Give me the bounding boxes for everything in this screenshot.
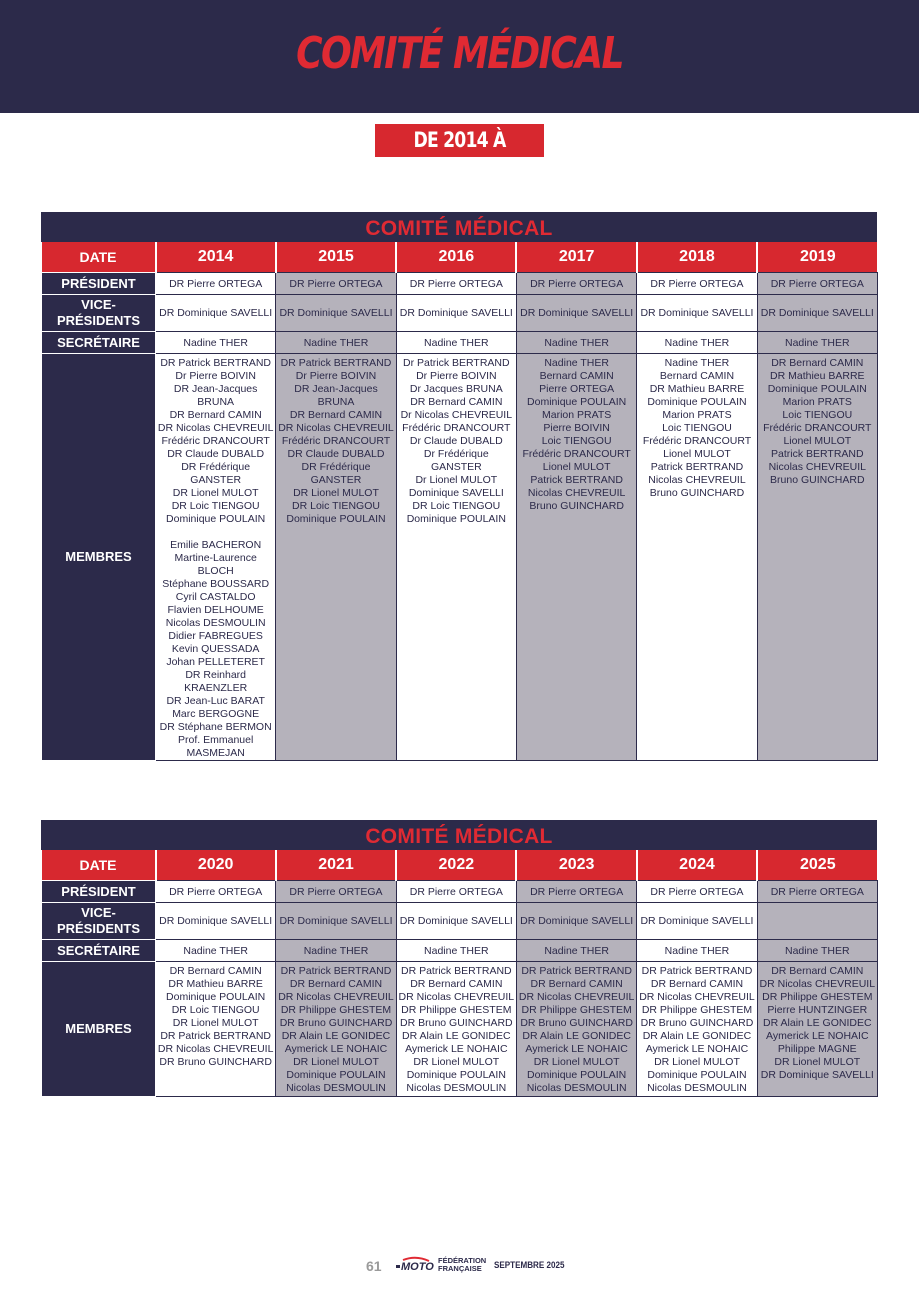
member-name: DR Bernard CAMIN — [169, 965, 262, 977]
member-name: DR Patrick BERTRAND — [280, 357, 392, 369]
member-name: DR Jean-Luc BARAT — [166, 695, 265, 707]
vice-cell: DR Dominique SAVELLI — [637, 295, 757, 332]
member-name: DR Philippe GHESTEM — [401, 1004, 512, 1016]
year-header: 2023 — [516, 850, 636, 881]
member-name: Aymerick LE NOHAIC — [766, 1030, 869, 1042]
member-name: DR Claude DUBALD — [167, 448, 265, 460]
member-name: DR Lionel MULOT — [654, 1056, 740, 1068]
member-name: Patrick BERTRAND — [771, 448, 864, 460]
president-label: PRÉSIDENT — [42, 273, 156, 295]
member-name: GANSTER — [430, 461, 482, 473]
member-name: Aymerick LE NOHAIC — [525, 1043, 628, 1055]
member-name: Flavien DELHOUME — [167, 604, 264, 616]
member-name: Bernard CAMIN — [659, 370, 735, 382]
vice-label-line2: PRÉSIDENTS — [56, 313, 141, 328]
member-name: DR Lionel MULOT — [293, 1056, 379, 1068]
vice-presidents-label — [42, 295, 156, 332]
member-name: DR Bernard CAMIN — [410, 978, 503, 990]
member-name: Nadine THER — [544, 357, 609, 369]
date-header: DATE — [42, 242, 156, 273]
member-name: DR Lionel MULOT — [413, 1056, 500, 1068]
president-cell: DR Pierre ORTEGA — [396, 273, 516, 295]
member-name: DR Bruno GUINCHARD — [400, 1017, 513, 1029]
member-name: Loic TIENGOU — [541, 435, 612, 447]
member-name: DR Lionel MULOT — [533, 1056, 620, 1068]
member-name: Dr Patrick BERTRAND — [403, 357, 510, 369]
year-header: 2025 — [757, 850, 877, 881]
member-name: Frédéric DRANCOURT — [161, 435, 270, 447]
member-name: DR Bernard CAMIN — [289, 409, 383, 421]
member-name: Dr Nicolas CHEVREUIL — [400, 409, 513, 421]
member-name: Marion PRATS — [662, 409, 732, 421]
member-name: Nicolas CHEVREUIL — [648, 474, 746, 486]
members-cell — [396, 962, 516, 1097]
secretary-label: SECRÉTAIRE — [42, 940, 156, 962]
member-name: Dr Pierre BOIVIN — [416, 370, 497, 382]
federation-logo-text — [438, 1257, 486, 1273]
member-name: Lionel MULOT — [783, 435, 852, 447]
member-name: DR Stéphane BERMON — [159, 721, 272, 733]
member-name: Dominique POULAIN — [166, 991, 266, 1003]
member-name: Prof. Emmanuel — [178, 734, 254, 746]
logo-word: MOTO — [401, 1261, 434, 1273]
vice-cell: DR Dominique SAVELLI — [516, 295, 636, 332]
president-cell: DR Pierre ORTEGA — [516, 273, 636, 295]
vice-label-line1: VICE- — [81, 905, 116, 920]
member-name: DR Bernard CAMIN — [771, 965, 864, 977]
president-cell: DR Pierre ORTEGA — [757, 273, 877, 295]
header-banner — [0, 0, 919, 113]
member-name: Pierre BOIVIN — [543, 422, 610, 434]
period-badge — [375, 124, 544, 185]
member-name: GANSTER — [190, 474, 242, 486]
member-name: Bruno GUINCHARD — [529, 500, 624, 512]
member-name: Dominique POULAIN — [767, 383, 867, 395]
member-name: BRUNA — [197, 396, 235, 408]
member-name: Cyril CASTALDO — [175, 591, 256, 603]
president-cell: DR Pierre ORTEGA — [516, 881, 636, 903]
president-cell: DR Pierre ORTEGA — [156, 881, 276, 903]
member-name: Dominique POULAIN — [286, 513, 386, 525]
member-name: DR Philippe GHESTEM — [641, 1004, 753, 1016]
member-name: Stéphane BOUSSARD — [162, 578, 270, 590]
member-name: Pierre HUNTZINGER — [767, 1004, 868, 1016]
member-name: Martine-Laurence — [174, 552, 257, 564]
members-list — [397, 357, 516, 526]
member-name: Nicolas DESMOULIN — [286, 1082, 386, 1094]
vice-presidents-label — [42, 903, 156, 940]
member-name: Dominique POULAIN — [647, 1069, 747, 1081]
member-name: Dr Claude DUBALD — [409, 435, 503, 447]
member-name: DR Patrick BERTRAND — [400, 965, 512, 977]
president-label: PRÉSIDENT — [42, 881, 156, 903]
year-header: 2014 — [156, 242, 276, 273]
secretary-cell: Nadine THER — [637, 332, 757, 354]
member-name: DR Jean-Jacques — [173, 383, 258, 395]
date-header: DATE — [42, 850, 156, 881]
member-name: Lionel MULOT — [663, 448, 731, 460]
members-list — [637, 965, 756, 1095]
member-name: DR Alain LE GONIDEC — [642, 1030, 752, 1042]
member-name: Frédéric DRANCOURT — [642, 435, 752, 447]
member-name: DR Mathieu BARRE — [770, 370, 865, 382]
member-name: DR Nicolas CHEVREUIL — [639, 991, 755, 1003]
president-cell: DR Pierre ORTEGA — [396, 881, 516, 903]
member-name: Emilie BACHERON — [170, 539, 262, 551]
table-title: COMITÉ MÉDICAL — [41, 212, 877, 242]
secretary-cell: Nadine THER — [516, 332, 636, 354]
secretary-cell: Nadine THER — [156, 332, 276, 354]
president-cell: DR Pierre ORTEGA — [757, 881, 877, 903]
secretary-cell: Nadine THER — [276, 332, 396, 354]
committee-table-2020-2025 — [41, 820, 877, 1097]
members-list — [276, 965, 395, 1095]
members-cell — [276, 354, 396, 761]
members-label: MEMBRES — [42, 354, 156, 761]
period-label: DE 2014 À 2025 — [413, 128, 506, 185]
member-name: Nicolas DESMOULIN — [165, 617, 266, 629]
member-name: DR Patrick BERTRAND — [280, 965, 392, 977]
president-cell: DR Pierre ORTEGA — [637, 881, 757, 903]
member-name: Dr Jacques BRUNA — [409, 383, 503, 395]
members-cell — [757, 962, 877, 1097]
vice-cell: DR Dominique SAVELLI — [396, 295, 516, 332]
member-name: DR Bruno GUINCHARD — [279, 1017, 393, 1029]
member-name: DR Bernard CAMIN — [650, 978, 744, 990]
member-name: MASMEJAN — [186, 747, 245, 759]
members-list — [397, 965, 516, 1095]
member-name: Dominique SAVELLI — [408, 487, 504, 499]
member-name: Aymerick LE NOHAIC — [405, 1043, 508, 1055]
member-name: DR Bernard CAMIN — [530, 978, 623, 990]
issue-date: SEPTEMBRE 2025 — [494, 1260, 565, 1271]
member-name: Dominique POULAIN — [647, 396, 747, 408]
member-name: KRAENZLER — [184, 682, 248, 694]
member-name: Dr Frédérique — [423, 448, 489, 460]
member-name: DR Nicolas CHEVREUIL — [518, 991, 635, 1003]
member-name: DR Bernard CAMIN — [289, 978, 383, 990]
vice-label-line2: PRÉSIDENTS — [56, 921, 141, 936]
member-name: Pierre ORTEGA — [539, 383, 615, 395]
members-list — [517, 965, 636, 1095]
secretary-label: SECRÉTAIRE — [42, 332, 156, 354]
member-name: Frédéric DRANCOURT — [281, 435, 391, 447]
member-name: Bruno GUINCHARD — [649, 487, 745, 499]
table-title: COMITÉ MÉDICAL — [41, 820, 877, 850]
member-name: DR Lionel MULOT — [774, 1056, 861, 1068]
member-name: DR Nicolas CHEVREUIL — [278, 991, 394, 1003]
member-name: DR Lionel MULOT — [172, 1017, 259, 1029]
members-list — [758, 965, 877, 1082]
logo-line2: FRANÇAISE — [438, 1264, 482, 1273]
year-header: 2015 — [276, 242, 396, 273]
member-name: DR Nicolas CHEVREUIL — [157, 1043, 274, 1055]
member-name: DR Nicolas CHEVREUIL — [157, 422, 274, 434]
member-name: Dominique POULAIN — [166, 513, 266, 525]
year-header: 2019 — [757, 242, 877, 273]
president-cell: DR Pierre ORTEGA — [276, 881, 396, 903]
member-name: Philippe MAGNE — [777, 1043, 857, 1055]
member-name: Nadine THER — [664, 357, 730, 369]
member-name: Marc BERGOGNE — [172, 708, 260, 720]
member-name: DR Loic TIENGOU — [292, 500, 380, 512]
member-name: DR Mathieu BARRE — [649, 383, 745, 395]
vice-cell: DR Dominique SAVELLI — [757, 295, 877, 332]
member-name: DR Loic TIENGOU — [171, 1004, 260, 1016]
member-name: DR Alain LE GONIDEC — [402, 1030, 511, 1042]
secretary-cell: Nadine THER — [516, 940, 636, 962]
member-name: DR Philippe GHESTEM — [521, 1004, 632, 1016]
member-name: Frédéric DRANCOURT — [402, 422, 511, 434]
member-name: DR Bruno GUINCHARD — [159, 1056, 272, 1068]
member-name: Frédéric DRANCOURT — [522, 448, 631, 460]
secretary-cell: Nadine THER — [757, 332, 877, 354]
member-name: Dominique POULAIN — [527, 1069, 627, 1081]
member-name: DR Frédérique — [181, 461, 251, 473]
year-header: 2024 — [637, 850, 757, 881]
members-cell — [637, 962, 757, 1097]
member-name: DR Mathieu BARRE — [168, 978, 263, 990]
secretary-cell: Nadine THER — [276, 940, 396, 962]
secretary-cell: Nadine THER — [396, 940, 516, 962]
members-cell — [757, 354, 877, 761]
member-name: DR Patrick BERTRAND — [641, 965, 753, 977]
members-cell — [276, 962, 396, 1097]
year-header: 2022 — [396, 850, 516, 881]
vice-cell: DR Dominique SAVELLI — [156, 295, 276, 332]
member-name: Aymerick LE NOHAIC — [284, 1043, 388, 1055]
member-name: Dominique POULAIN — [406, 513, 506, 525]
page-title: COMITÉ MÉDICAL — [296, 28, 623, 79]
members-cell — [156, 962, 276, 1097]
member-name: Johan PELLETERET — [166, 656, 265, 668]
member-name: DR Lionel MULOT — [172, 487, 259, 499]
logo-line1: FÉDÉRATION — [438, 1256, 487, 1265]
member-name: GANSTER — [310, 474, 362, 486]
members-list — [758, 357, 877, 487]
member-name: Dominique POULAIN — [527, 396, 627, 408]
member-name: Frédéric DRANCOURT — [763, 422, 872, 434]
president-cell: DR Pierre ORTEGA — [156, 273, 276, 295]
member-name: DR Bernard CAMIN — [410, 396, 503, 408]
member-name: Patrick BERTRAND — [650, 461, 744, 473]
members-list — [276, 357, 395, 526]
member-name: DR Philippe GHESTEM — [280, 1004, 392, 1016]
vice-label-line1: VICE- — [81, 297, 116, 312]
members-cell — [156, 354, 276, 761]
member-name: Dr Pierre BOIVIN — [175, 370, 256, 382]
member-name: DR Bernard CAMIN — [169, 409, 262, 421]
member-name: DR Patrick BERTRAND — [160, 1030, 271, 1042]
member-name: Bruno GUINCHARD — [770, 474, 865, 486]
member-name: Dr Pierre BOIVIN — [295, 370, 377, 382]
member-name: DR Alain LE GONIDEC — [763, 1017, 872, 1029]
members-list — [517, 357, 636, 513]
members-cell — [396, 354, 516, 761]
member-name: DR Patrick BERTRAND — [521, 965, 632, 977]
year-header: 2020 — [156, 850, 276, 881]
member-name: Marion PRATS — [542, 409, 612, 421]
member-name: Dominique POULAIN — [406, 1069, 506, 1081]
member-name: Aymerick LE NOHAIC — [645, 1043, 749, 1055]
president-cell: DR Pierre ORTEGA — [276, 273, 396, 295]
secretary-cell: Nadine THER — [396, 332, 516, 354]
member-name: Lionel MULOT — [542, 461, 611, 473]
year-header: 2017 — [516, 242, 636, 273]
secretary-cell: Nadine THER — [156, 940, 276, 962]
member-name: Nicolas DESMOULIN — [647, 1082, 747, 1094]
member-name: BLOCH — [197, 565, 234, 577]
members-label: MEMBRES — [42, 962, 156, 1097]
member-name: DR Nicolas CHEVREUIL — [398, 991, 515, 1003]
member-name — [156, 526, 275, 539]
vice-cell: DR Dominique SAVELLI — [516, 903, 636, 940]
president-cell: DR Pierre ORTEGA — [637, 273, 757, 295]
member-name: DR Nicolas CHEVREUIL — [278, 422, 394, 434]
member-name: Nicolas DESMOULIN — [526, 1082, 627, 1094]
members-cell — [516, 962, 636, 1097]
member-name: Marion PRATS — [782, 396, 852, 408]
member-name: DR Reinhard — [185, 669, 247, 681]
committee-table-2014-2019 — [41, 212, 877, 761]
vice-cell: DR Dominique SAVELLI — [276, 295, 396, 332]
members-list — [156, 965, 275, 1069]
member-name: DR Alain LE GONIDEC — [522, 1030, 631, 1042]
member-name: Loic TIENGOU — [782, 409, 853, 421]
member-name: DR Claude DUBALD — [287, 448, 385, 460]
member-name: Loic TIENGOU — [662, 422, 732, 434]
members-list — [156, 357, 275, 760]
page-footer — [0, 1256, 919, 1276]
moto-logo-icon — [396, 1256, 434, 1274]
members-cell — [637, 354, 757, 761]
member-name: DR Bruno GUINCHARD — [520, 1017, 633, 1029]
member-name: Nicolas CHEVREUIL — [527, 487, 626, 499]
member-name: DR Loic TIENGOU — [171, 500, 260, 512]
member-name: DR Alain LE GONIDEC — [281, 1030, 391, 1042]
member-name: DR Frédérique — [301, 461, 371, 473]
member-name: Nicolas DESMOULIN — [406, 1082, 507, 1094]
vice-cell: DR Dominique SAVELLI — [276, 903, 396, 940]
member-name: Didier FABREGUES — [168, 630, 263, 642]
member-name: DR Lionel MULOT — [293, 487, 379, 499]
member-name: DR Nicolas CHEVREUIL — [759, 978, 876, 990]
year-header: 2021 — [276, 850, 396, 881]
year-header: 2016 — [396, 242, 516, 273]
member-name: DR Dominique SAVELLI — [760, 1069, 874, 1081]
secretary-cell: Nadine THER — [757, 940, 877, 962]
member-name: DR Bernard CAMIN — [771, 357, 864, 369]
vice-cell — [757, 903, 877, 940]
member-name: Bernard CAMIN — [539, 370, 614, 382]
member-name: Dominique POULAIN — [286, 1069, 386, 1081]
member-name: DR Jean-Jacques — [294, 383, 378, 395]
member-name: Nicolas CHEVREUIL — [768, 461, 867, 473]
member-name: Patrick BERTRAND — [530, 474, 623, 486]
member-name: DR Philippe GHESTEM — [762, 991, 873, 1003]
member-name: Dr Lionel MULOT — [415, 474, 498, 486]
member-name: Kevin QUESSADA — [171, 643, 260, 655]
vice-cell: DR Dominique SAVELLI — [637, 903, 757, 940]
vice-cell: DR Dominique SAVELLI — [156, 903, 276, 940]
members-cell — [516, 354, 636, 761]
member-name: DR Bruno GUINCHARD — [640, 1017, 754, 1029]
secretary-cell: Nadine THER — [637, 940, 757, 962]
member-name: DR Patrick BERTRAND — [160, 357, 271, 369]
page-number: 61 — [366, 1258, 382, 1274]
year-header: 2018 — [637, 242, 757, 273]
vice-cell: DR Dominique SAVELLI — [396, 903, 516, 940]
member-name: DR Loic TIENGOU — [412, 500, 501, 512]
members-list — [637, 357, 756, 500]
member-name: BRUNA — [317, 396, 355, 408]
